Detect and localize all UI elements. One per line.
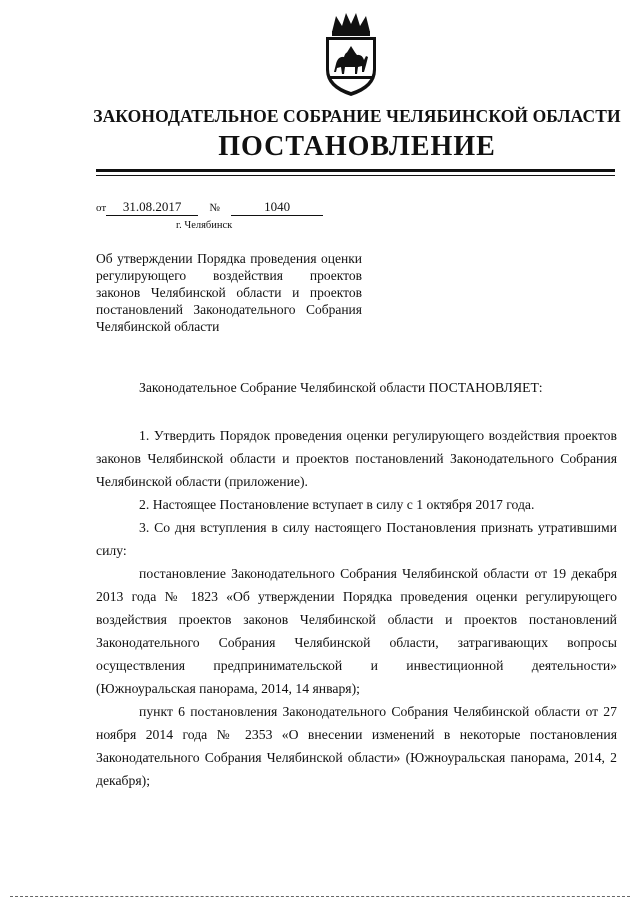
- header-rule-thin: [96, 175, 615, 176]
- page-bottom-edge: [10, 896, 630, 897]
- preamble-paragraph: Законодательное Собрание Челябинской области ПОСТАНОВЛЯЕТ:: [139, 380, 543, 395]
- document-subject: Об утверждении Порядка проведения оценки регулирующего воздействия проектов законов Челябинской области и проектов постановлений Законодательного Собрания Челябинской области: [96, 251, 362, 334]
- document-date: 31.08.2017: [106, 199, 198, 216]
- repealed-resolution-2353-paragraph: пункт 6 постановления Законодательного Собрания Челябинской области от 27 ноября 2014 года № 2353 «О внесении изменений в некоторые постановления Законодательного Собрания Челябинской области» (Южноуральская панорама, 2014, 2 декабря);: [96, 704, 617, 788]
- coat-of-arms-emblem: [318, 10, 384, 98]
- document-meta: [96, 199, 323, 216]
- repealed-resolution-1823-paragraph: постановление Законодательного Собрания Челябинской области от 19 декабря 2013 года № 1823 «Об утверждении Порядка проведения оценки регулирующего воздействия проектов законов Челябинской области и проектов постановлений Законодательного Собрания Челябинской области, затрагивающих вопросы осуществления предпринимательской и инвестиционной деятельности» (Южноуральская панорама, 2014, 14 января);: [96, 566, 617, 696]
- document-city: г. Челябинск: [176, 220, 233, 231]
- document-number: 1040: [231, 199, 323, 216]
- header-rule-thick: [96, 169, 615, 172]
- from-label: от: [96, 202, 107, 214]
- document-body: [96, 376, 617, 792]
- item-2-paragraph: 2. Настоящее Постановление вступает в силу с 1 октября 2017 года.: [139, 497, 535, 512]
- item-3-paragraph: 3. Со дня вступления в силу настоящего Постановления признать утратившими силу:: [96, 520, 617, 558]
- organization-name: ЗАКОНОДАТЕЛЬНОЕ СОБРАНИЕ ЧЕЛЯБИНСКОЙ ОБЛАСТИ: [93, 106, 621, 126]
- document-type-title: ПОСТАНОВЛЕНИЕ: [218, 131, 496, 162]
- item-1-paragraph: 1. Утвердить Порядок проведения оценки регулирующего воздействия проектов законов Челябинской области и проектов постановлений Законодательного Собрания Челябинской области (приложение).: [96, 428, 617, 489]
- number-label: №: [209, 202, 220, 214]
